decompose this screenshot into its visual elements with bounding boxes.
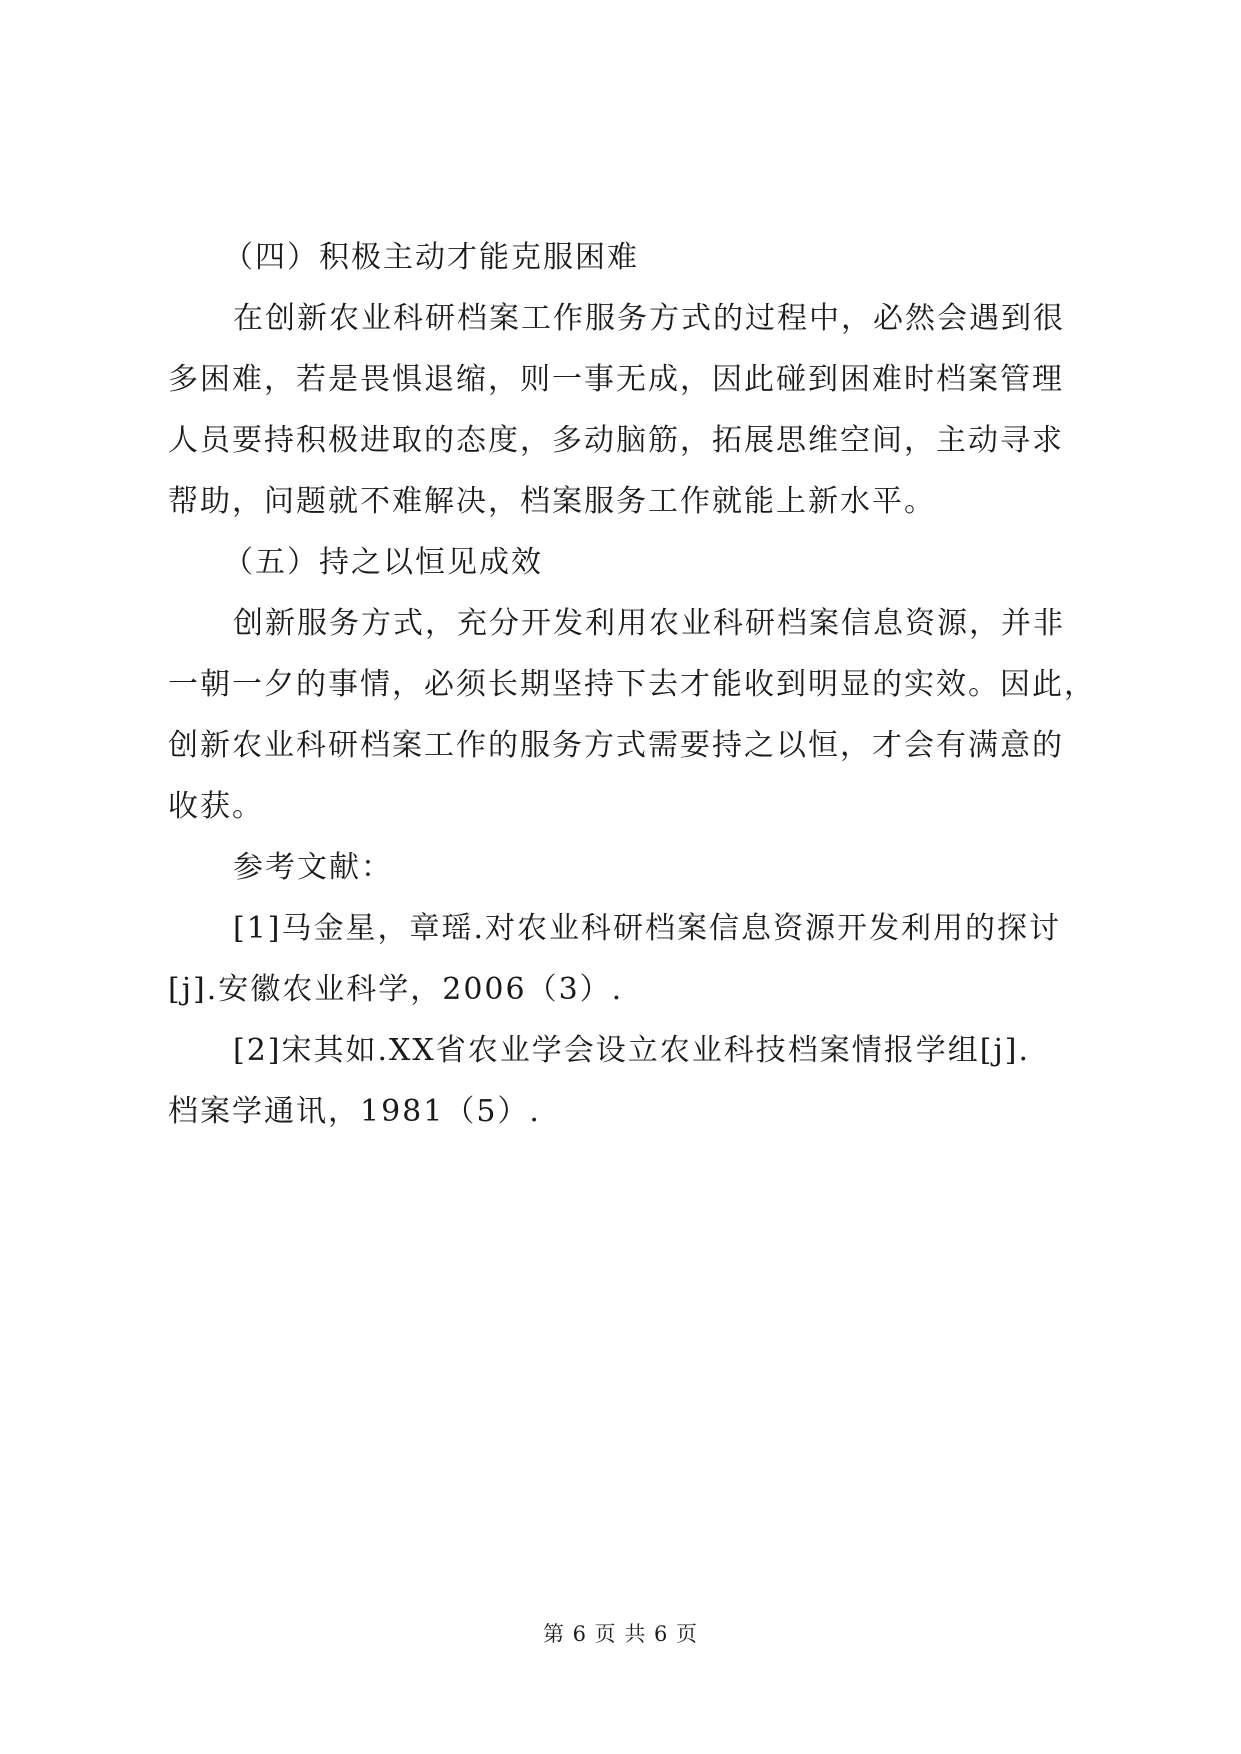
paragraph-line: 多困难，若是畏惧退缩，则一事无成，因此碰到困难时档案管理: [168, 362, 1064, 397]
paragraph-line: 一朝一夕的事情，必须长期坚持下去才能收到明显的实效。因此，: [168, 667, 1096, 702]
reference-item: [1]马金星，章瑶.对农业科研档案信息资源开发利用的探讨: [233, 911, 1062, 946]
paragraph-line: 收获。: [168, 789, 264, 824]
document-body: [168, 228, 1096, 1142]
reference-item: [2]宋其如.XX省农业学会设立农业科技档案情报学组[j].: [233, 1033, 1030, 1068]
reference-item: [j].安徽农业科学，2006（3）.: [168, 972, 624, 1007]
section-heading: （五）持之以恒见成效: [223, 545, 543, 580]
paragraph-line: 在创新农业科研档案工作服务方式的过程中，必然会遇到很: [233, 301, 1065, 336]
page-number: 第 6 页 共 6 页: [542, 1622, 699, 1646]
paragraph-line: 帮助，问题就不难解决，档案服务工作就能上新水平。: [168, 484, 936, 519]
paragraph-line: 创新服务方式，充分开发利用农业科研档案信息资源，并非: [233, 606, 1065, 641]
paragraph-line: 人员要持积极进取的态度，多动脑筋，拓展思维空间，主动寻求: [168, 423, 1064, 458]
reference-item: 档案学通讯，1981（5）.: [168, 1094, 541, 1129]
paragraph-line: 创新农业科研档案工作的服务方式需要持之以恒，才会有满意的: [168, 728, 1064, 763]
references-heading: 参考文献：: [233, 850, 393, 885]
section-heading: （四）积极主动才能克服困难: [223, 240, 639, 275]
